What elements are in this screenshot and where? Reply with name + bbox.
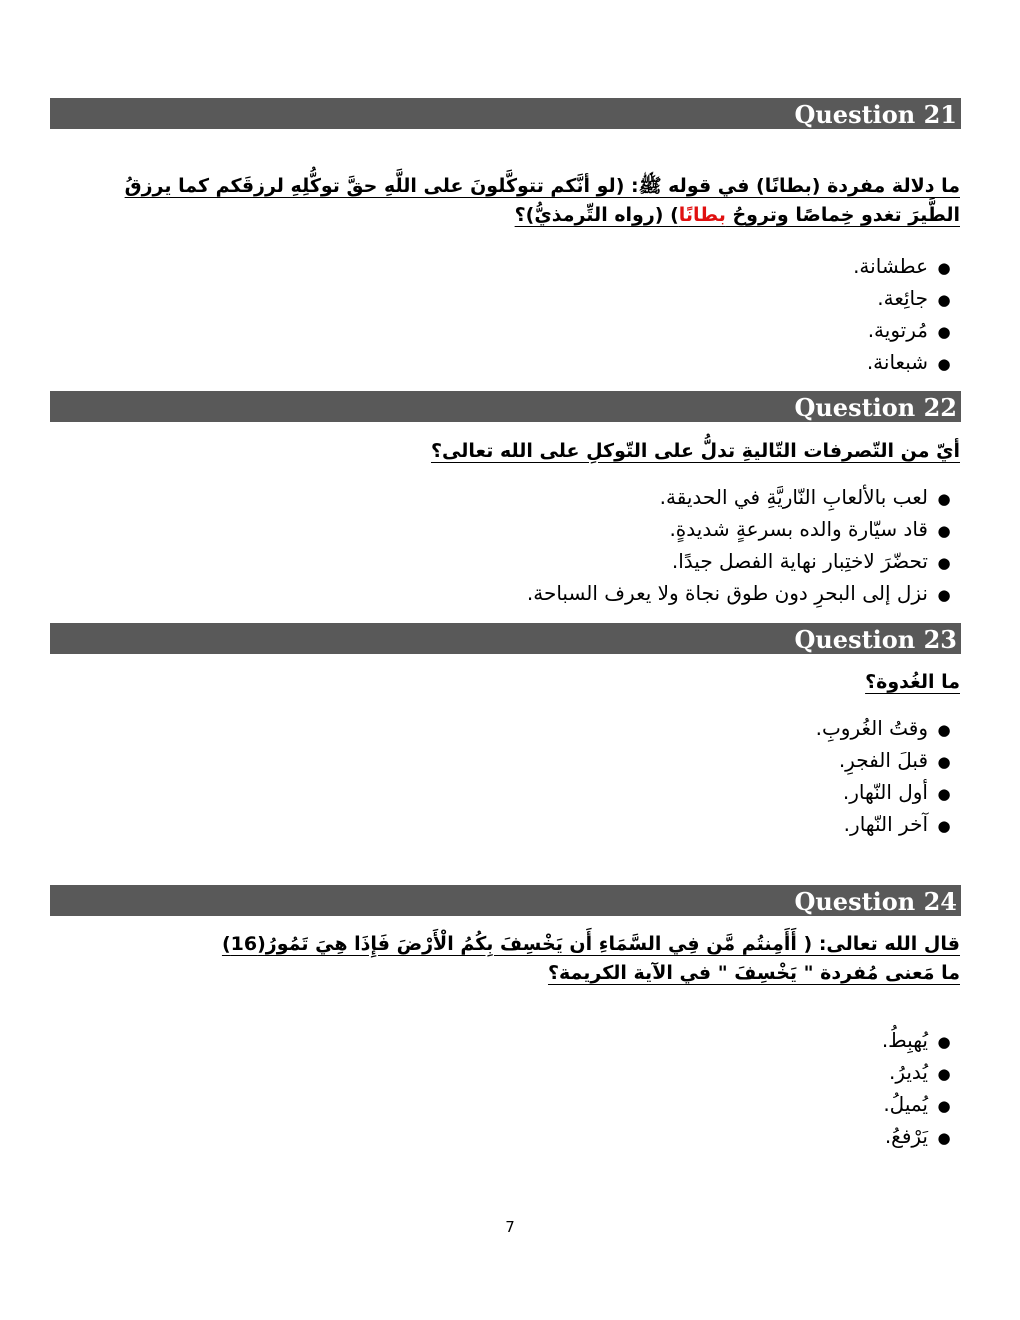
- option: ● يَرْفعُ.: [882, 1120, 960, 1152]
- question-23-options: [816, 712, 960, 840]
- question-21-prompt-line1: ما دلالة مفردة (بطانًا) في قوله ﷺ: (لو أنَّكم تتوكَّلونَ على اللَّهِ حقَّ توكُّلِهِ لرزقَكم كما يرزقُ: [124, 175, 960, 197]
- prompt-text: ) (رواه التِّرمذيُّ)؟: [514, 204, 679, 226]
- option: ● يُديرُ.: [882, 1056, 960, 1088]
- question-21-header: Question 21: [50, 98, 961, 129]
- question-21-prompt-line2: [125, 201, 960, 230]
- prompt-text: الطَّيرَ تغدو خِماصًا وتروحُ: [725, 204, 960, 226]
- question-21-options: [853, 250, 960, 378]
- question-23-header: Question 23: [50, 623, 961, 654]
- option: ● أول النّهار.: [816, 776, 960, 808]
- question-24-prompt-line1: قال الله تعالى: ( أَأَمِنتُم مَّن فِي السَّمَاءِ أَن يَخْسِفَ بِكُمُ الْأَرْضَ فَإِذَا هِيَ تَمُورُ(16): [221, 933, 960, 955]
- option: ● لعب بالألعابِ النّاريَّةِ في الحديقة.: [527, 481, 960, 513]
- question-21-prompt: [125, 172, 960, 230]
- option: ● قبلَ الفجرِ.: [816, 744, 960, 776]
- option: ● عطشانة.: [853, 250, 960, 282]
- question-22-prompt: أيّ من التّصرفات التّاليةِ تدلُّ على التّوكلِ على الله تعالى؟: [430, 440, 960, 462]
- page-number: 7: [505, 1218, 515, 1236]
- option: ● نزل إلى البحرِ دون طوق نجاة ولا يعرف السباحة.: [527, 577, 960, 609]
- question-24-prompt: [222, 930, 960, 988]
- option: ● يُهبِطُ.: [882, 1024, 960, 1056]
- question-24-header: Question 24: [50, 885, 961, 916]
- question-22-header: Question 22: [50, 391, 961, 422]
- question-24-prompt-line2: ما مَعنى مُفردة " يَخْسِفَ " في الآية الكريمة؟: [547, 962, 960, 984]
- question-22-options: [527, 481, 960, 609]
- option: ● وقتُ الغُروبِ.: [816, 712, 960, 744]
- option: ● جائِعة.: [853, 282, 960, 314]
- option: ● مُرتوية.: [853, 314, 960, 346]
- option: ● يُميلُ.: [882, 1088, 960, 1120]
- option: ● شبعانة.: [853, 346, 960, 378]
- question-23-prompt: ما الغُدوة؟: [865, 671, 960, 693]
- question-24-options: [882, 1024, 960, 1152]
- option: ● آخر النّهار.: [816, 808, 960, 840]
- option: ● قاد سيّارة والده بسرعةٍ شديدةٍ.: [527, 513, 960, 545]
- option: ● تحضّرَ لاختِبار نهاية الفصل جيدًا.: [527, 545, 960, 577]
- highlighted-word: بطانًا: [678, 204, 726, 226]
